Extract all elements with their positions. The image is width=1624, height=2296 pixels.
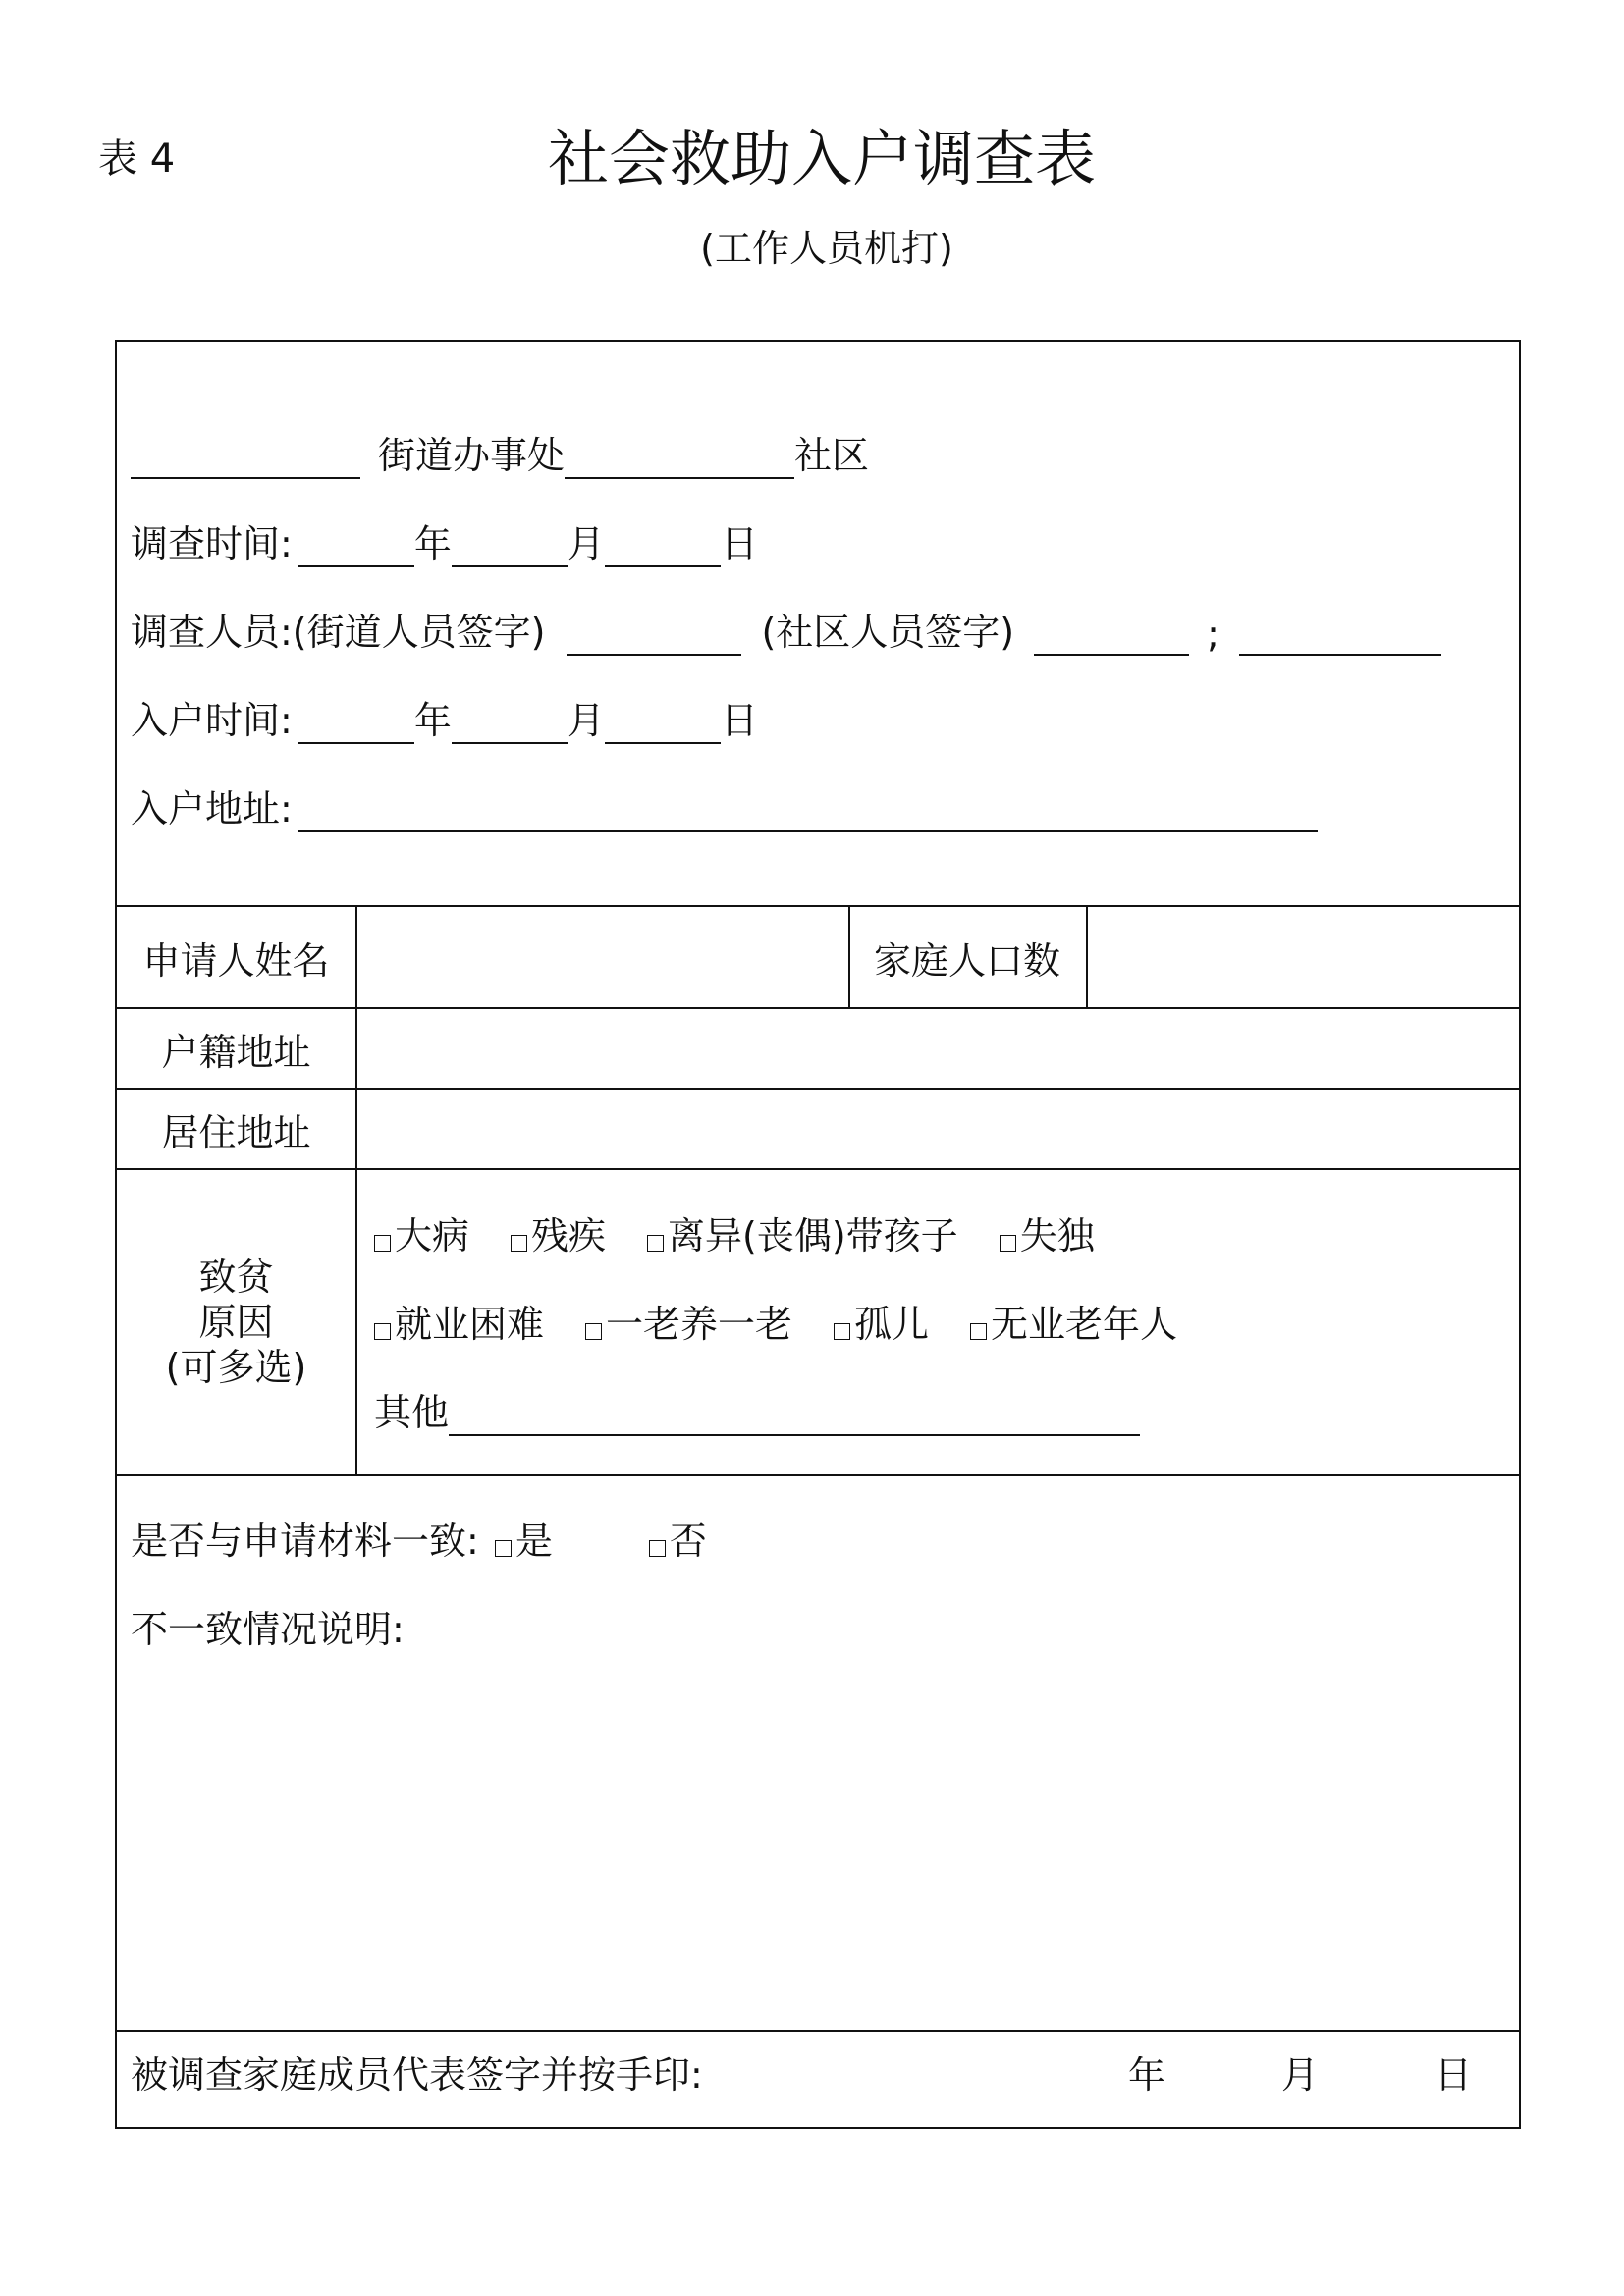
checkbox-icon[interactable]: [374, 1323, 391, 1340]
explanation-label: 不一致情况说明:: [131, 1608, 405, 1651]
community-staff-signature-blank[interactable]: [1034, 616, 1189, 656]
footer-day-label: 日: [1435, 2054, 1473, 2097]
poverty-cause-label: [117, 1170, 355, 1474]
residence-address-field[interactable]: [357, 1090, 1521, 1168]
community-staff-label: (社区人员签字): [761, 611, 1015, 654]
reason-option[interactable]: 就业困难: [374, 1294, 544, 1348]
reason-option[interactable]: 无业老年人: [970, 1294, 1177, 1348]
survey-month-label: 月: [567, 522, 605, 565]
household-size-field[interactable]: [1088, 907, 1521, 1007]
household-size-label: 家庭人口数: [873, 938, 1060, 983]
visit-address-blank[interactable]: [298, 793, 1318, 832]
other-reason-blank[interactable]: [449, 1397, 1140, 1436]
survey-year-blank[interactable]: [298, 528, 414, 567]
footer-year-label: 年: [1128, 2054, 1166, 2097]
poverty-cause-line3: (可多选): [165, 1346, 307, 1389]
surveyors-label: 调查人员:(街道人员签字): [131, 611, 546, 654]
community-blank[interactable]: [565, 440, 794, 479]
visit-month-label: 月: [567, 699, 605, 742]
explanation-field[interactable]: [131, 1667, 1505, 2020]
visit-address-row: [131, 783, 1318, 832]
footer-signature-row: [131, 2050, 703, 2099]
survey-form: [115, 340, 1521, 2129]
footer-month-label: 月: [1281, 2054, 1320, 2097]
no-checkbox-icon[interactable]: [649, 1540, 666, 1557]
applicant-name-label: 申请人姓名: [142, 938, 330, 983]
location-row: [131, 430, 869, 479]
reason-option[interactable]: 失独: [1000, 1205, 1095, 1259]
registered-address-field[interactable]: [357, 1009, 1521, 1088]
visit-year-label: 年: [413, 699, 452, 742]
page-subtitle: (工作人员机打): [700, 227, 953, 270]
visit-time-label: 入户时间:: [131, 699, 293, 742]
visit-month-blank[interactable]: [452, 705, 568, 744]
reasons-row-2: [374, 1294, 1218, 1348]
checkbox-icon[interactable]: [647, 1235, 664, 1252]
table-number: 表 4: [98, 136, 176, 182]
checkbox-icon[interactable]: [374, 1235, 391, 1252]
reason-option[interactable]: 离异(丧偶)带孩子: [647, 1205, 958, 1259]
yes-checkbox-icon[interactable]: [495, 1540, 512, 1557]
checkbox-icon[interactable]: [970, 1323, 987, 1340]
consistency-row: [131, 1516, 707, 1565]
survey-year-label: 年: [413, 522, 452, 565]
visit-year-blank[interactable]: [298, 705, 414, 744]
checkbox-icon[interactable]: [585, 1323, 602, 1340]
signature-label: 被调查家庭成员代表签字并按手印:: [131, 2054, 703, 2097]
poverty-cause-line1: 致贫: [198, 1255, 274, 1299]
consistency-question: 是否与申请材料一致:: [131, 1520, 479, 1563]
survey-month-blank[interactable]: [452, 528, 568, 567]
page-title: 社会救助入户调查表: [547, 123, 1096, 194]
checkbox-icon[interactable]: [1000, 1235, 1016, 1252]
poverty-cause-line2: 原因: [198, 1301, 274, 1344]
visit-day-blank[interactable]: [605, 705, 721, 744]
reasons-row-1: [374, 1205, 1136, 1259]
explanation-row: [131, 1604, 405, 1653]
visit-time-row: [131, 695, 758, 744]
survey-day-blank[interactable]: [605, 528, 721, 567]
checkbox-icon[interactable]: [834, 1323, 850, 1340]
community-label: 社区: [794, 434, 870, 477]
applicant-name-field[interactable]: [357, 907, 848, 1007]
street-office-label: 街道办事处: [378, 434, 566, 477]
visit-day-label: 日: [720, 699, 758, 742]
survey-time-row: [131, 518, 758, 567]
registered-address-label: 户籍地址: [161, 1030, 311, 1074]
surveyors-row: [131, 607, 1441, 656]
street-staff-signature-blank[interactable]: [567, 616, 741, 656]
extra-signature-blank[interactable]: [1239, 616, 1441, 656]
other-reason-row: [374, 1382, 1140, 1436]
other-label: 其他: [374, 1391, 450, 1434]
visit-address-label: 入户地址:: [131, 787, 293, 830]
checkbox-icon[interactable]: [511, 1235, 527, 1252]
reason-option[interactable]: 孤儿: [834, 1294, 929, 1348]
residence-address-label: 居住地址: [161, 1110, 311, 1154]
reason-option[interactable]: 大病: [374, 1205, 469, 1259]
reason-option[interactable]: 残疾: [511, 1205, 606, 1259]
reason-option[interactable]: 一老养一老: [585, 1294, 792, 1348]
survey-time-label: 调查时间:: [131, 522, 293, 565]
separator: ;: [1207, 613, 1219, 656]
street-blank[interactable]: [131, 440, 360, 479]
yes-label: 是: [514, 1520, 553, 1563]
no-label: 否: [669, 1520, 707, 1563]
footer-date: [1128, 2050, 1472, 2099]
survey-day-label: 日: [720, 522, 758, 565]
